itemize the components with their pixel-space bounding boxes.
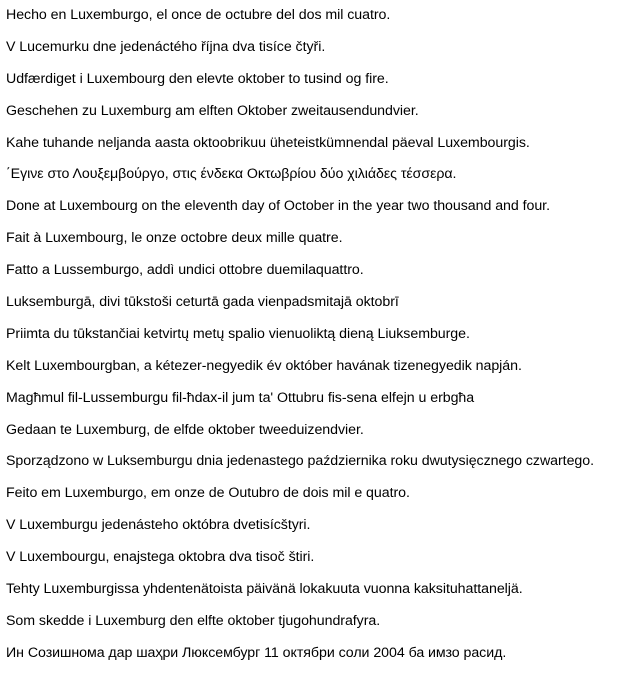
- text-line-et: Kahe tuhande neljanda aasta oktoobrikuu üheteistkümnendal päeval Luxembourgis.: [6, 134, 530, 151]
- text-line-lv: Luksemburgā, divi tūkstoši ceturtā gada vienpadsmitajā oktobrī: [6, 294, 399, 311]
- text-line-tg: Ин Созишнома дар шаҳри Люксембург 11 октябри соли 2004 ба имзо расид.: [6, 644, 507, 661]
- text-line-en: Done at Luxembourg on the eleventh day of October in the year two thousand and four.: [6, 198, 550, 215]
- text-line-fi: Tehty Luxemburgissa yhdentenätoista päivänä lokakuuta vuonna kaksituhattaneljä.: [6, 581, 523, 598]
- text-line-pl: Sporządzono w Luksemburgu dnia jedenastego października roku dwutysięcznego czwartego.: [6, 453, 594, 470]
- text-line-cs: V Lucemurku dne jedenáctého října dva tisíce čtyři.: [6, 38, 326, 55]
- text-line-fr: Fait à Luxembourg, le onze octobre deux mille quatre.: [6, 230, 343, 247]
- text-line-it: Fatto a Lussemburgo, addì undici ottobre duemilaquattro.: [6, 262, 364, 279]
- text-line-sv: Som skedde i Luxemburg den elfte oktober tjugohundrafyra.: [6, 612, 381, 629]
- text-line-hu: Kelt Luxembourgban, a kétezer-negyedik év október havának tizenegyedik napján.: [6, 357, 522, 374]
- text-line-da: Udfærdiget i Luxembourg den elevte oktober to tusind og fire.: [6, 70, 389, 87]
- text-line-el: ΄Εγινε στο Λουξεμβούργο, στις ένδεκα Οκτωβρίου δύο χιλιάδες τέσσερα.: [6, 166, 457, 183]
- text-line-mt: Magħmul fil-Lussemburgu fil-ħdax-il jum ta' Ottubru fis-sena elfejn u erbgħa: [6, 389, 475, 406]
- text-line-sl: V Luxembourgu, enajstega oktobra dva tisoč štiri.: [6, 549, 315, 566]
- text-line-de: Geschehen zu Luxemburg am elften Oktober zweitausendundvier.: [6, 102, 419, 119]
- text-line-es: Hecho en Luxemburgo, el once de octubre del dos mil cuatro.: [6, 7, 391, 23]
- document-body: [6, 5, 618, 675]
- text-line-pt: Feito em Luxemburgo, em onze de Outubro de dois mil e quatro.: [6, 485, 410, 502]
- text-line-nl: Gedaan te Luxemburg, de elfde oktober tweeduizendvier.: [6, 421, 364, 438]
- text-line-sk: V Luxemburgu jedenásteho októbra dvetisícštyri.: [6, 517, 311, 534]
- text-line-lt: Priimta du tūkstančiai ketvirtų metų spalio vienuoliktą dieną Liuksemburge.: [6, 325, 470, 342]
